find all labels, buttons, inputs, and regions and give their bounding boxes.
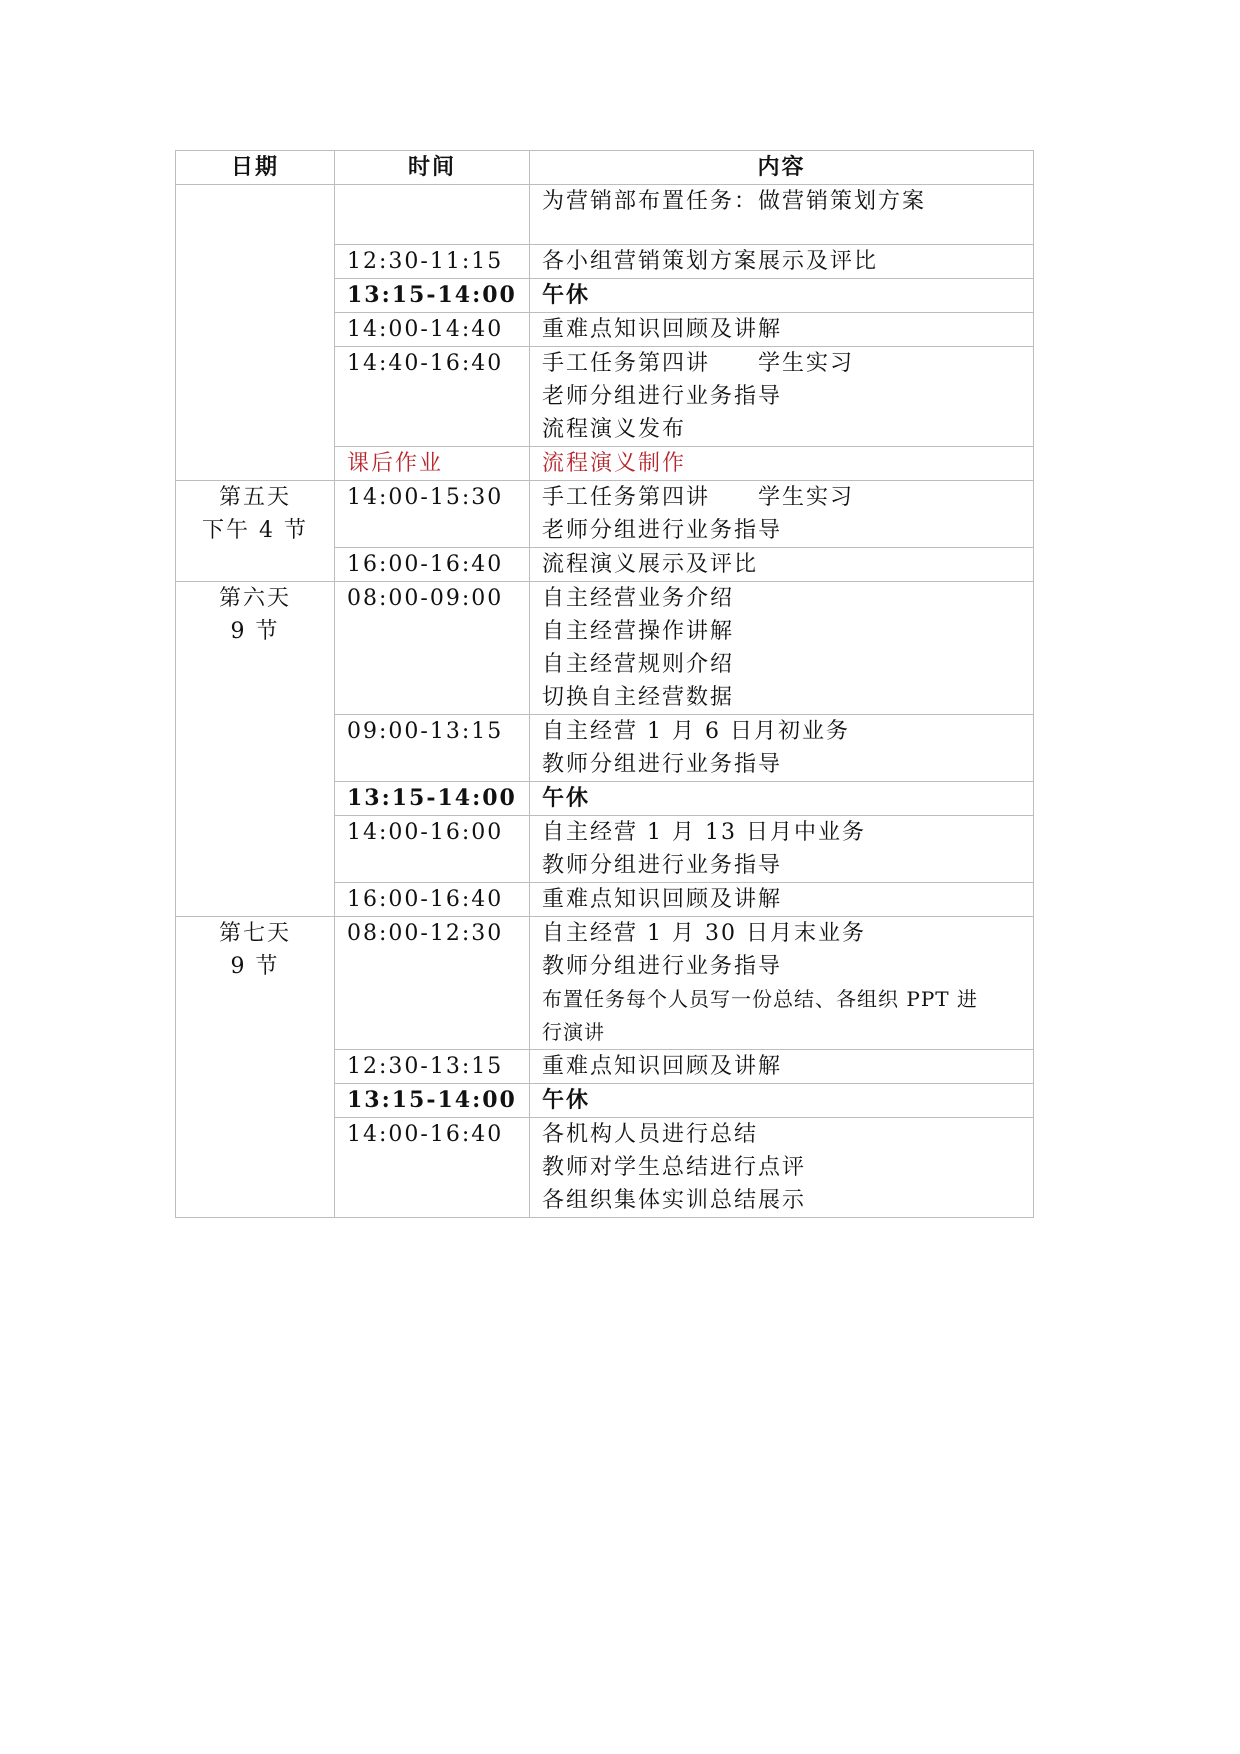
content-line: 午休: [542, 1087, 591, 1113]
content-cell: [530, 1050, 1034, 1084]
content-line: 重难点知识回顾及讲解: [542, 1054, 783, 1079]
content-line: 自主经营规则介绍: [542, 652, 735, 677]
time-cell: 14:00-15:30: [335, 481, 530, 548]
content-cell: [530, 185, 1034, 245]
content-line: 行演讲: [542, 1020, 605, 1044]
content-line: 各机构人员进行总结: [542, 1122, 759, 1147]
time-cell: 13:15-14:00: [335, 1084, 530, 1118]
content-line: 午休: [542, 785, 591, 811]
content-line: 午休: [542, 282, 591, 308]
date-cell-day5: [176, 481, 335, 582]
time-cell: 12:30-11:15: [335, 245, 530, 279]
content-cell: [530, 1084, 1034, 1118]
content-line: 流程演义制作: [542, 451, 687, 476]
content-line: 手工任务第四讲 学生实习: [542, 485, 855, 510]
day-title: 第六天: [218, 586, 291, 611]
time-cell: [335, 185, 530, 245]
header-time: 时间: [335, 151, 530, 185]
content-line: 自主经营 1 月 30 日月末业务: [542, 921, 866, 946]
time-cell: 13:15-14:00: [335, 782, 530, 816]
content-cell: [530, 782, 1034, 816]
content-line: 流程演义展示及评比: [542, 552, 759, 577]
content-cell: [530, 481, 1034, 548]
content-line: 教师分组进行业务指导: [542, 954, 783, 979]
content-line: 重难点知识回顾及讲解: [542, 317, 783, 342]
content-cell: [530, 883, 1034, 917]
day-periods: 下午 4 节: [202, 518, 308, 543]
time-cell: 14:00-16:00: [335, 816, 530, 883]
day-title: 第七天: [218, 921, 291, 946]
time-cell: 08:00-12:30: [335, 917, 530, 1050]
content-line: 布置任务每个人员写一份总结、各组织 PPT 进: [542, 987, 978, 1011]
date-cell-day7: [176, 917, 335, 1218]
content-line: 教师分组进行业务指导: [542, 752, 783, 777]
time-cell: 12:30-13:15: [335, 1050, 530, 1084]
content-cell: [530, 347, 1034, 447]
header-row: [176, 151, 1034, 185]
content-cell: [530, 816, 1034, 883]
day-periods: 9 节: [230, 619, 280, 644]
content-line: 教师对学生总结进行点评: [542, 1155, 807, 1180]
table-row: [176, 917, 1034, 1050]
content-line: 为营销部布置任务：做营销策划方案: [542, 189, 927, 214]
content-line: 手工任务第四讲 学生实习: [542, 351, 855, 376]
content-line: 重难点知识回顾及讲解: [542, 887, 783, 912]
content-cell: [530, 715, 1034, 782]
schedule-table: [175, 150, 1034, 1218]
content-line: 教师分组进行业务指导: [542, 853, 783, 878]
content-line: 切换自主经营数据: [542, 685, 735, 710]
time-cell: 08:00-09:00: [335, 582, 530, 715]
time-cell: 09:00-13:15: [335, 715, 530, 782]
table-row: [176, 481, 1034, 548]
header-date: 日期: [176, 151, 335, 185]
content-cell: [530, 582, 1034, 715]
time-cell: 16:00-16:40: [335, 548, 530, 582]
content-line: 流程演义发布: [542, 417, 687, 442]
content-line: 自主经营 1 月 13 日月中业务: [542, 820, 866, 845]
content-cell: [530, 313, 1034, 347]
content-cell: [530, 548, 1034, 582]
content-line: 自主经营 1 月 6 日月初业务: [542, 719, 850, 744]
time-cell: 13:15-14:00: [335, 279, 530, 313]
time-cell: 16:00-16:40: [335, 883, 530, 917]
content-line: 自主经营操作讲解: [542, 619, 735, 644]
table-row: [176, 582, 1034, 715]
date-cell-continued: [176, 185, 335, 481]
content-cell: [530, 245, 1034, 279]
content-line: 老师分组进行业务指导: [542, 518, 783, 543]
content-cell: [530, 1118, 1034, 1218]
table-row: [176, 185, 1034, 245]
time-cell: 14:00-16:40: [335, 1118, 530, 1218]
header-content: 内容: [530, 151, 1034, 185]
content-cell: [530, 279, 1034, 313]
content-cell: [530, 917, 1034, 1050]
time-cell: 14:00-14:40: [335, 313, 530, 347]
day-periods: 9 节: [230, 954, 280, 979]
day-title: 第五天: [218, 485, 291, 510]
content-line: 各小组营销策划方案展示及评比: [542, 249, 879, 274]
content-cell: [530, 447, 1034, 481]
content-line: 各组织集体实训总结展示: [542, 1188, 807, 1213]
homework-label: 课后作业: [335, 447, 530, 481]
content-line: 老师分组进行业务指导: [542, 384, 783, 409]
time-cell: 14:40-16:40: [335, 347, 530, 447]
date-cell-day6: [176, 582, 335, 917]
content-line: 自主经营业务介绍: [542, 586, 735, 611]
